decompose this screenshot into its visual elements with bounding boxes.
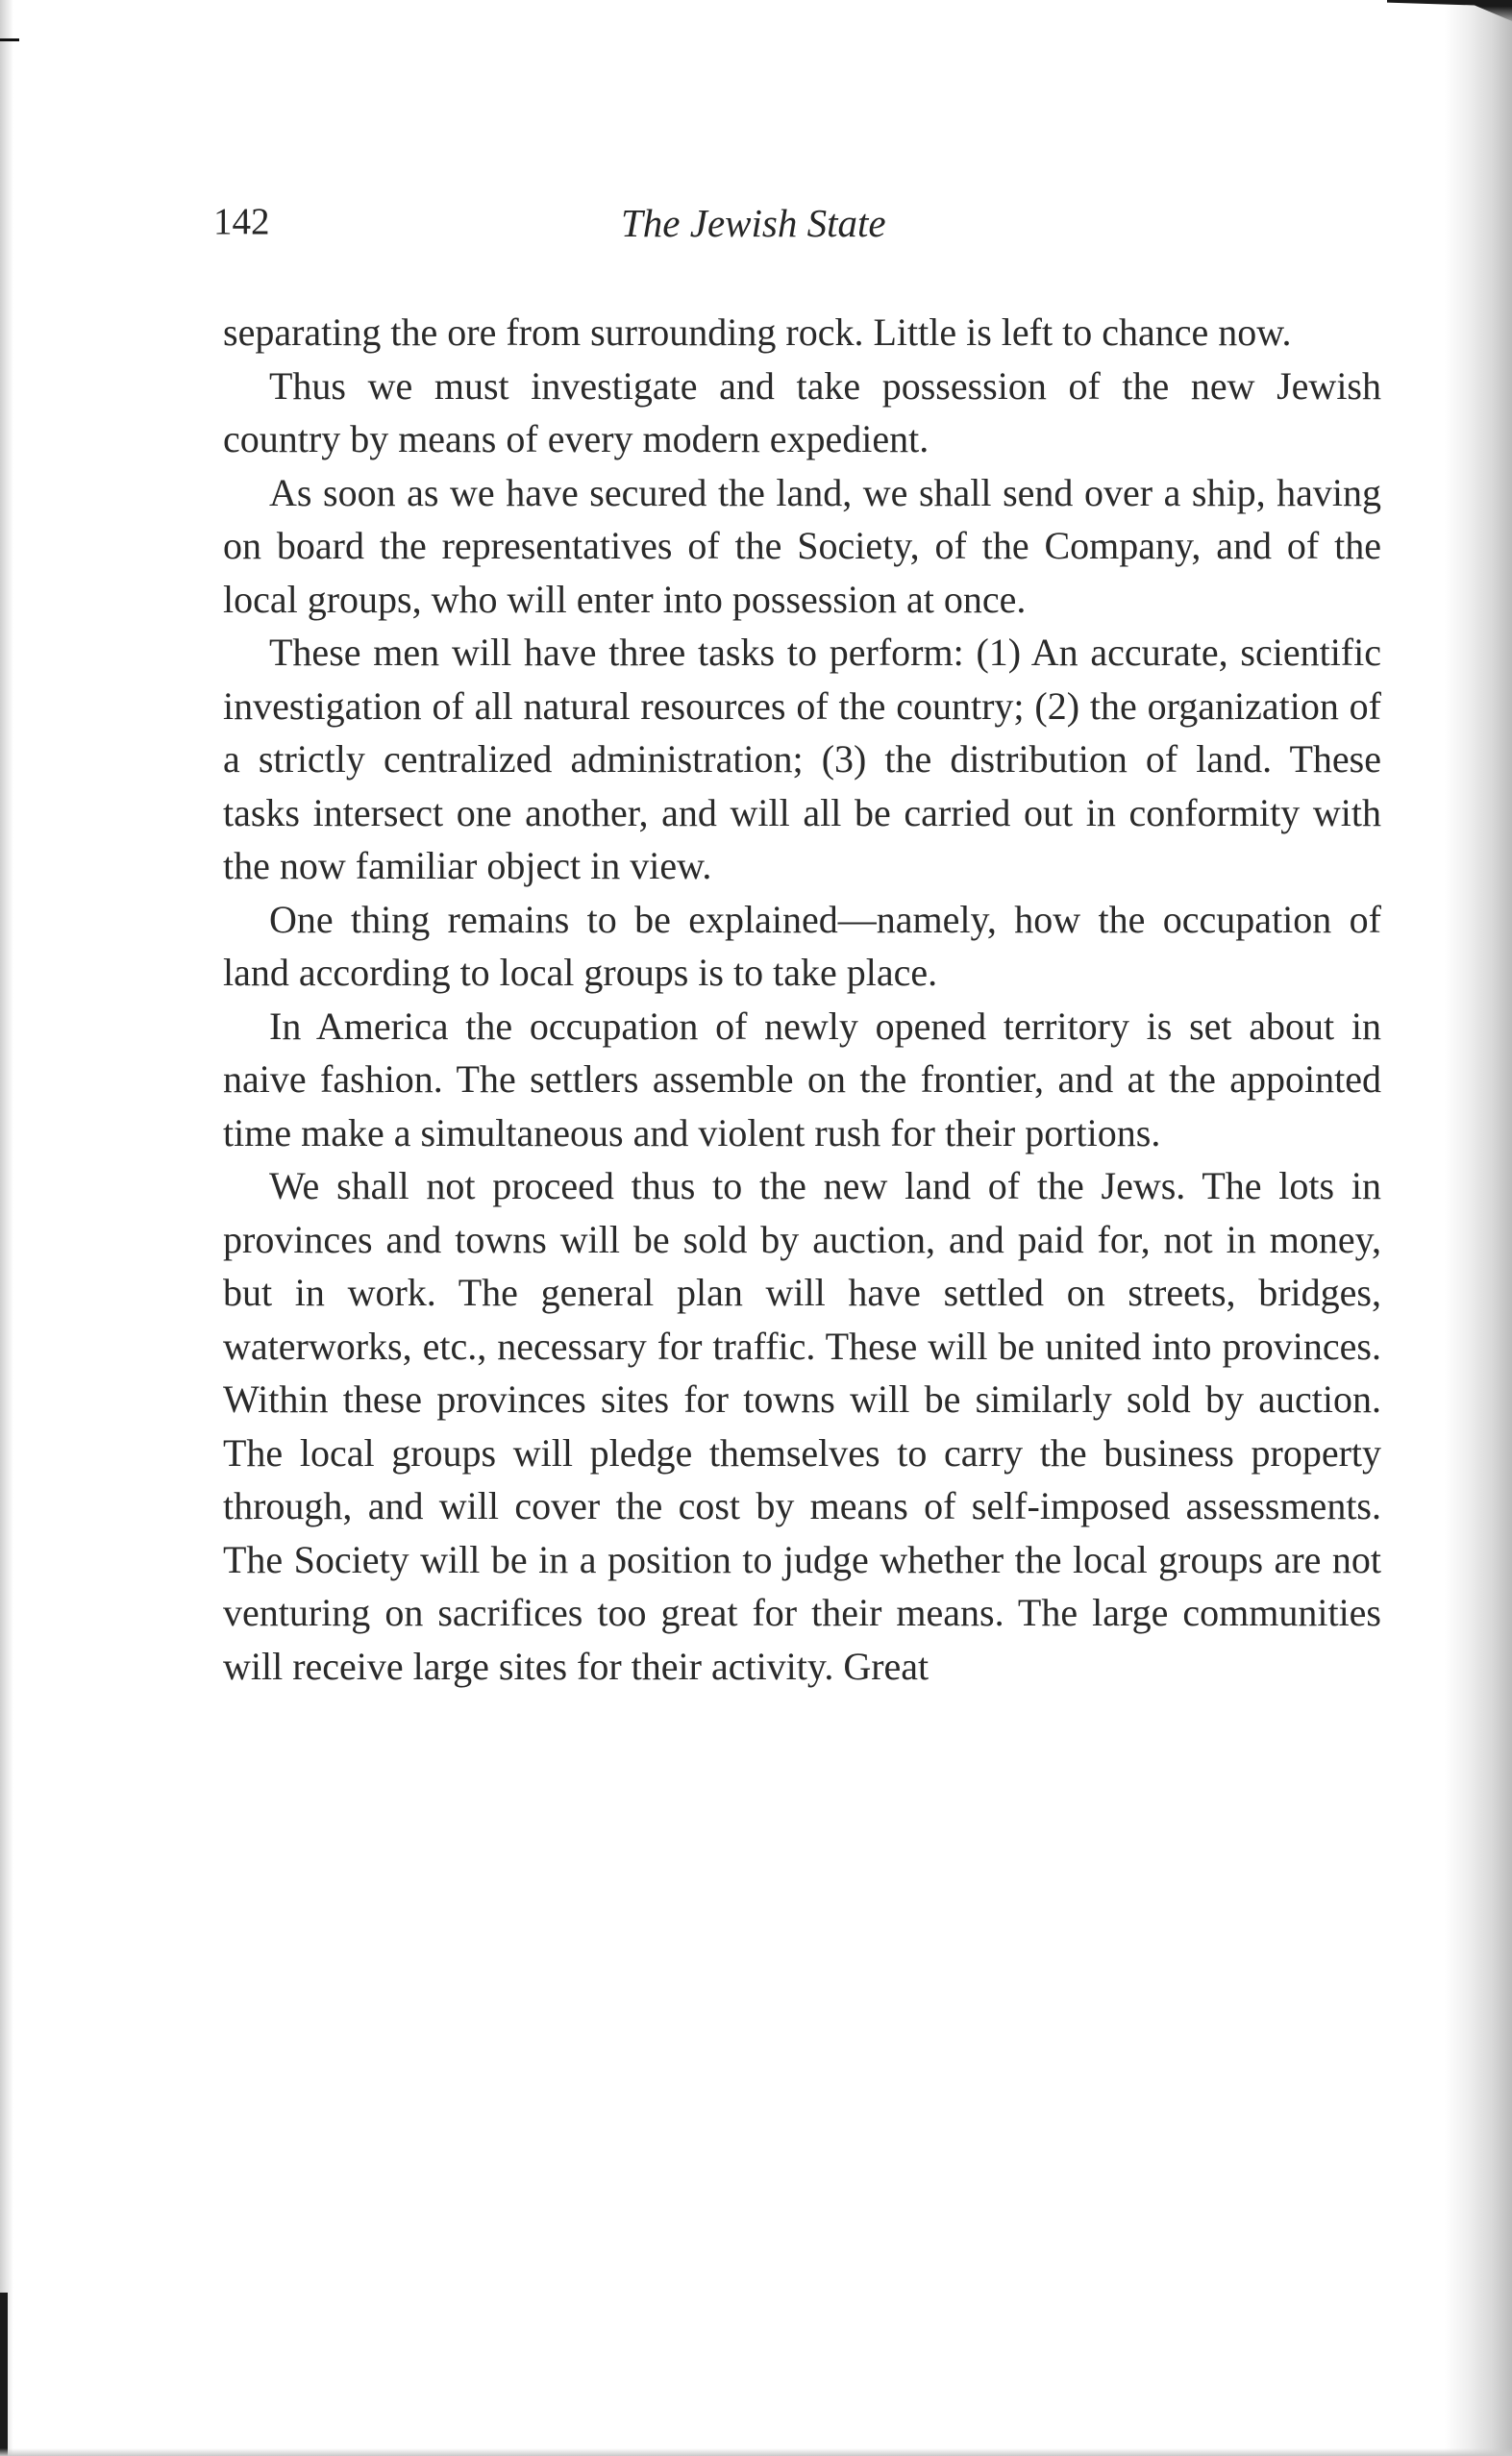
paragraph-5: One thing remains to be explained—namely, how the occupation of land according to local groups is to take place. bbox=[223, 897, 1381, 994]
scan-mark-bottom-left bbox=[0, 2293, 8, 2456]
scan-shadow-left bbox=[0, 0, 13, 2456]
paragraph-2: Thus we must investigate and take possession of the new Jewish country by means of every modern expedient. bbox=[223, 363, 1381, 460]
paragraph-4: These men will have three tasks to perform: (1) An accurate, scientific investigation of all natural resources of the country; (2) the organization of a strictly centralized administration; (3) the distribution of land. These tasks intersect one another, and will all be carried out in conformity with the now familiar object in view. bbox=[223, 631, 1381, 887]
scan-mark-top-left bbox=[0, 38, 19, 41]
paragraph-1: separating the ore from surrounding rock. Little is left to chance now. bbox=[223, 310, 1292, 354]
paragraph-7: We shall not proceed thus to the new land of the Jews. The lots in provinces and towns will be sold by auction, and paid for, not in money, but in work. The general plan will have settled on streets, bridges, waterworks, etc., necessary for traffic. These will be united into provinces. Within these provinces sites for towns will be similarly sold by auction. The local groups will pledge themselves to carry the business property through, and will cover the cost by means of self-imposed assessments. The Society will be in a position to judge whether the local groups are not venturing on sacrifices too great for their means. The large communities will receive large sites for their activity. Great bbox=[223, 1164, 1381, 1688]
page-header bbox=[213, 200, 1386, 258]
running-head: The Jewish State bbox=[621, 201, 886, 245]
scan-edge-bottom bbox=[0, 2448, 1512, 2456]
page-number: 142 bbox=[213, 201, 270, 242]
body-text bbox=[223, 306, 1381, 1693]
scan-shadow-right bbox=[1445, 0, 1512, 2456]
paragraph-3: As soon as we have secured the land, we shall send over a ship, having on board the representatives of the Society, of the Company, and of the local groups, who will enter into possession at once. bbox=[223, 470, 1381, 621]
paragraph-6: In America the occupation of newly opened territory is set about in naive fashion. The settlers assemble on the frontier, and at the appointed time make a simultaneous and violent rush for their portions. bbox=[223, 1004, 1381, 1154]
